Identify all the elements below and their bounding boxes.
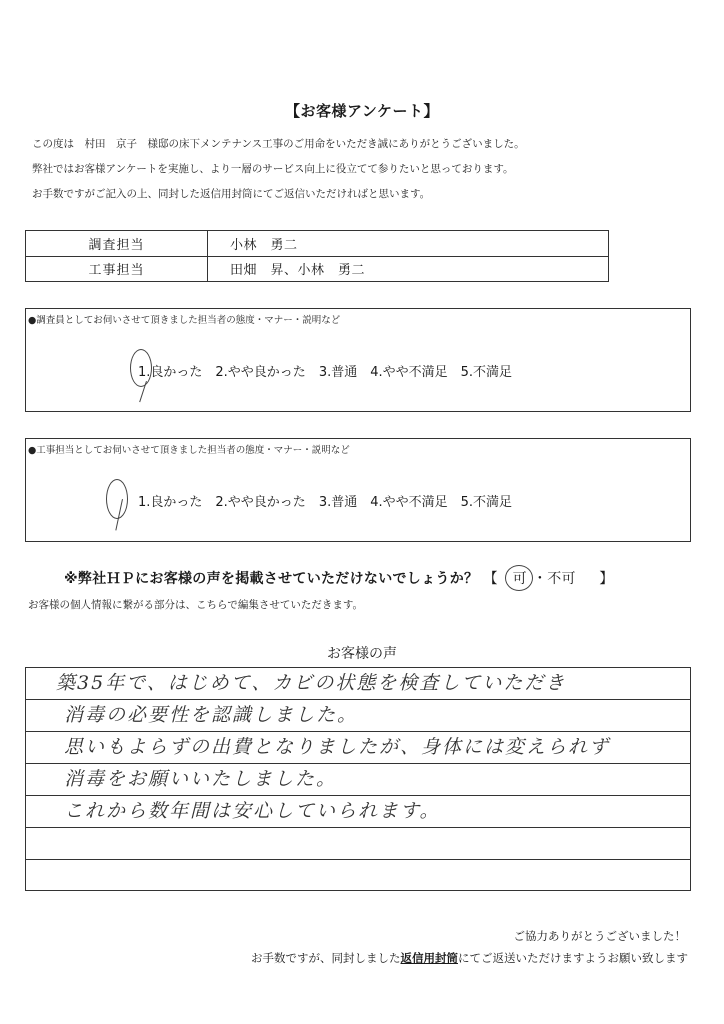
rating-option-4[interactable]: 4.やや不満足 <box>370 495 448 510</box>
hp-permission-question <box>64 568 614 588</box>
intro-line-2: 弊社ではお客様アンケートを実施し、より一層のサービス向上に役立てて参りたいと思っております。 <box>32 163 514 175</box>
intro-line-1: この度は 村田 京子 様邸の床下メンテナンス工事のご用命をいただき誠にありがとうございました。 <box>32 138 525 150</box>
survey-box-construction <box>25 438 691 542</box>
staff-row-survey <box>26 231 608 257</box>
survey-box-inspector <box>25 308 691 412</box>
rating-option-4[interactable]: 4.やや不満足 <box>370 365 448 380</box>
voice-line: これから数年間は安心していられます。 <box>26 796 690 828</box>
customer-voice-title: お客様の声 <box>327 646 397 662</box>
voice-line <box>26 828 690 860</box>
handwritten-stroke <box>139 381 147 402</box>
staff-value: 田畑 昇、小林 勇二 <box>230 263 366 278</box>
voice-line <box>26 860 690 892</box>
return-suffix: にてご返送いただけますようお願い致します <box>458 951 688 965</box>
rating-option-1[interactable]: 1.良かった <box>138 365 203 380</box>
rating-option-3[interactable]: 3.普通 <box>318 495 358 510</box>
rating-options <box>138 491 512 510</box>
option-yes[interactable] <box>503 568 533 588</box>
staff-label: 工事担当 <box>26 256 208 281</box>
option-yes-label: 可 <box>512 571 527 587</box>
thanks-message: ご協力ありがとうございました！ <box>513 929 686 943</box>
intro-line-3: お手数ですがご記入の上、同封した返信用封筒にてご返信いただければと思います。 <box>32 188 431 200</box>
separator: ・ <box>532 571 548 587</box>
page-title: 【お客様アンケート】 <box>284 102 440 120</box>
bracket-open: 【 <box>483 571 498 587</box>
handwritten-stroke <box>115 499 123 531</box>
survey-question: ●工事担当としてお伺いさせて頂きました担当者の態度・マナー・説明など <box>28 445 350 456</box>
privacy-note: お客様の個人情報に繋がる部分は、こちらで編集させていただきます。 <box>28 599 364 611</box>
staff-table <box>25 230 609 282</box>
rating-option-5[interactable]: 5.不満足 <box>460 365 513 380</box>
return-note <box>251 950 688 966</box>
survey-question: ●調査員としてお伺いさせて頂きました担当者の態度・マナー・説明など <box>28 315 341 326</box>
rating-option-2[interactable]: 2.やや良かった <box>215 495 306 510</box>
staff-row-construction <box>26 256 608 281</box>
option-no[interactable]: 不可 <box>547 571 576 587</box>
hp-options <box>484 571 614 587</box>
voice-line: 消毒をお願いいたしました。 <box>26 764 690 796</box>
staff-value: 小林 勇二 <box>230 238 298 253</box>
handwritten-circle-mark <box>106 479 128 519</box>
rating-option-3[interactable]: 3.普通 <box>318 365 358 380</box>
customer-voice-box[interactable] <box>25 667 691 891</box>
return-envelope: 返信用封筒 <box>400 951 458 965</box>
staff-label: 調査担当 <box>26 231 208 256</box>
voice-line: 築35年で、はじめて、カビの状態を検査していただき <box>26 668 690 700</box>
rating-options <box>138 361 512 380</box>
rating-option-5[interactable]: 5.不満足 <box>460 495 513 510</box>
voice-line: 思いもよらずの出費となりましたが、身体には変えられず <box>26 732 690 764</box>
bracket-close: 】 <box>599 571 614 587</box>
return-prefix: お手数ですが、同封しました <box>251 951 401 965</box>
hp-question-text: ※弊社ＨＰにお客様の声を掲載させていただけないでしょうか？ <box>64 571 479 587</box>
rating-option-1[interactable]: 1.良かった <box>138 495 203 510</box>
voice-line: 消毒の必要性を認識しました。 <box>26 700 690 732</box>
rating-option-2[interactable]: 2.やや良かった <box>215 365 306 380</box>
